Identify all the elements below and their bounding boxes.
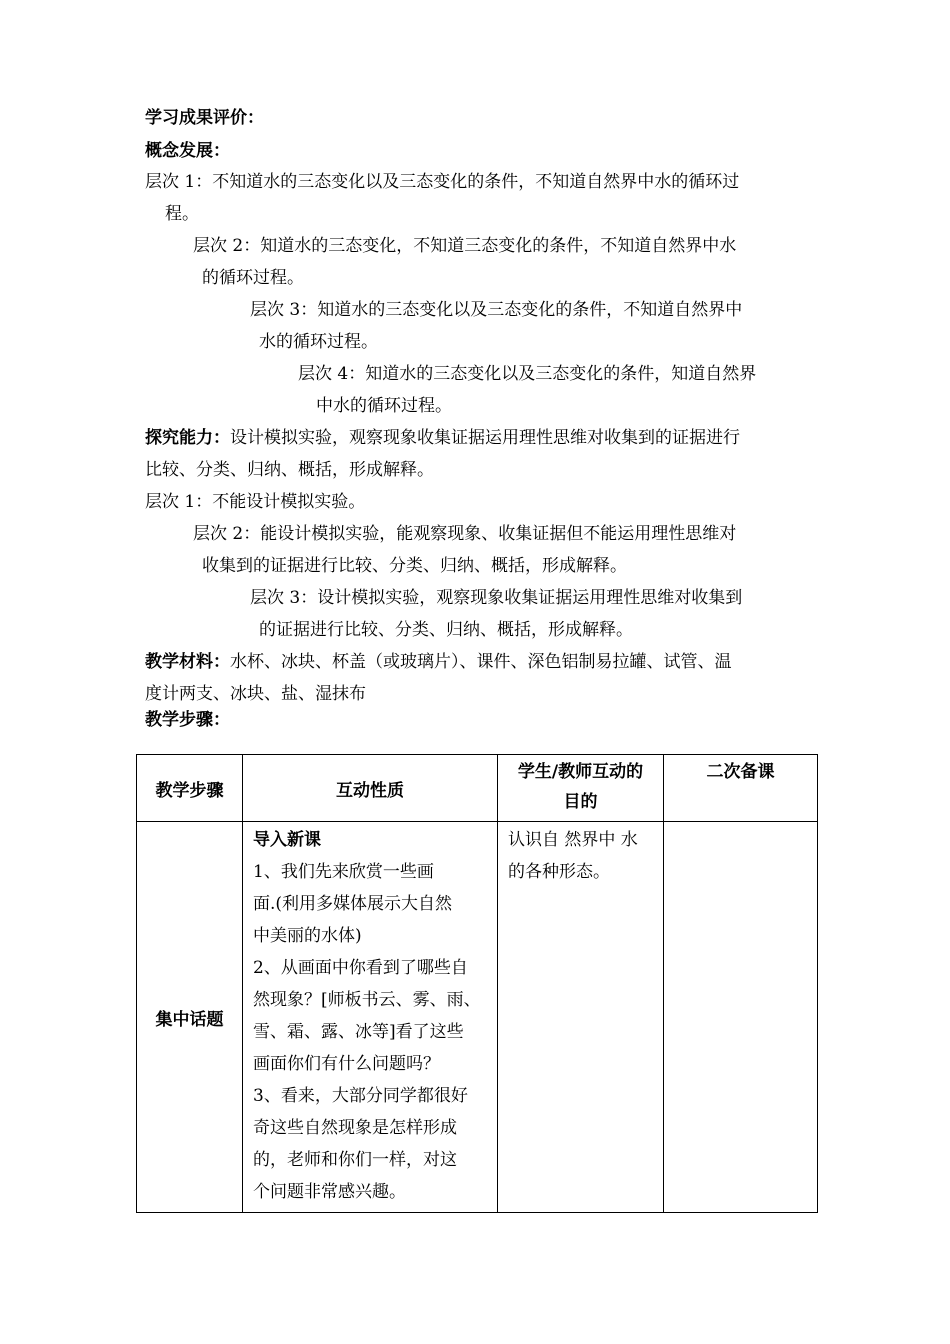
header-purpose-line2: 目的 [563, 792, 598, 812]
header-step: 教学步骤 [137, 755, 243, 822]
concept-level3-line2: 水的循环过程。 [259, 332, 378, 352]
inquiry-level3-line2: 的证据进行比较、分类、归纳、概括，形成解释。 [259, 620, 633, 640]
inquiry-line1 [145, 427, 740, 449]
concept-level1-line1: 层次 1：不知道水的三态变化以及三态变化的条件，不知道自然界中水的循环过 [145, 172, 740, 192]
inquiry-level2-line1: 层次 2：能设计模拟实验，能观察现象、收集证据但不能运用理性思维对 [193, 524, 737, 544]
materials-line1 [145, 651, 732, 673]
materials-text: 水杯、冰块、杯盖（或玻璃片）、课件、深色铝制易拉罐、试管、温 [230, 652, 732, 672]
concept-level3-line1: 层次 3：知道水的三态变化以及三态变化的条件，不知道自然界中 [250, 300, 743, 320]
inquiry-description: 设计模拟实验，观察现象收集证据运用理性思维对收集到的证据进行 [230, 428, 740, 448]
concept-level4-line1: 层次 4：知道水的三态变化以及三态变化的条件，知道自然界 [298, 364, 757, 384]
row-second-prep-text [664, 822, 817, 830]
row-interaction-cell [243, 822, 498, 1213]
row-line: 然现象？[师板书云、雾、雨、 [253, 990, 481, 1010]
inquiry-level1: 层次 1：不能设计模拟实验。 [145, 492, 366, 512]
header-second-prep: 二次备课 [664, 755, 818, 822]
row-line: 的，老师和你们一样，对这 [253, 1150, 457, 1170]
row-line: 中美丽的水体) [253, 926, 362, 946]
concept-level4-line2: 中水的循环过程。 [316, 396, 452, 416]
steps-heading: 教学步骤： [145, 710, 230, 730]
row-line: 1、我们先来欣赏一些画 [253, 862, 434, 882]
assessment-title: 学习成果评价： [145, 108, 264, 128]
row-purpose-line1: 认识自 然界中 水 [508, 830, 638, 850]
inquiry-heading: 探究能力： [145, 428, 230, 448]
row-step-cell [137, 822, 243, 1213]
teaching-steps-table [136, 754, 818, 1213]
concept-level1-line2: 程。 [165, 204, 199, 224]
row-line: 画面你们有什么问题吗？ [253, 1054, 440, 1074]
concept-level2-line1: 层次 2：知道水的三态变化，不知道三态变化的条件，不知道自然界中水 [193, 236, 737, 256]
row-purpose-cell [498, 822, 664, 1213]
row-line: 雪、霜、露、冰等]看了这些 [253, 1022, 464, 1042]
table-header-row [137, 755, 818, 822]
row-line: 2、从画面中你看到了哪些自 [253, 958, 468, 978]
row-line: 奇这些自然现象是怎样形成 [253, 1118, 457, 1138]
concept-level2-line2: 的循环过程。 [202, 268, 304, 288]
row-line: 个问题非常感兴趣。 [253, 1182, 406, 1202]
inquiry-line2: 比较、分类、归纳、概括，形成解释。 [145, 460, 434, 480]
inquiry-level2-line2: 收集到的证据进行比较、分类、归纳、概括，形成解释。 [202, 556, 627, 576]
row-second-prep-cell [664, 822, 818, 1213]
materials-heading: 教学材料： [145, 652, 230, 672]
header-purpose [498, 755, 664, 822]
header-purpose-line1: 学生/教师互动的 [517, 762, 644, 782]
inquiry-level3-line1: 层次 3：设计模拟实验，观察现象收集证据运用理性思维对收集到 [250, 588, 743, 608]
row-purpose-line2: 的各种形态。 [508, 862, 610, 882]
table-row [137, 822, 818, 1213]
row-subtitle: 导入新课 [253, 830, 321, 850]
row-line: 3、看来，大部分同学都很好 [253, 1086, 468, 1106]
materials-line2: 度计两支、冰块、盐、湿抹布 [145, 684, 366, 704]
header-interaction: 互动性质 [243, 755, 498, 822]
concept-heading: 概念发展： [145, 141, 230, 161]
row-line: 面.(利用多媒体展示大自然 [253, 894, 453, 914]
row-step-label: 集中话题 [155, 1009, 224, 1030]
